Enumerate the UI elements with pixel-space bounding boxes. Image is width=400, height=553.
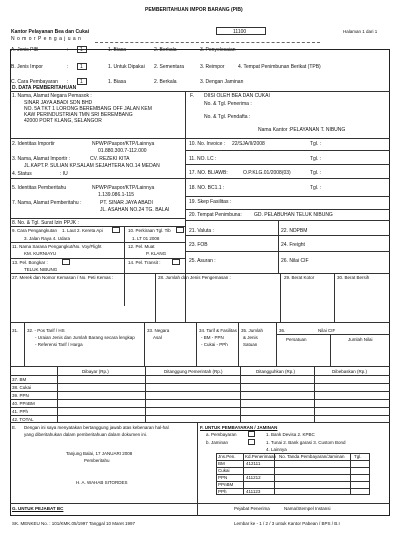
transit-box	[172, 259, 180, 265]
bongkar-label: 13. Pel. Bongkar :	[12, 260, 48, 265]
invoice-tgl: Tgl. :	[310, 141, 322, 147]
col36b: Nilai CIF	[318, 328, 336, 333]
status-value: : IU	[60, 171, 68, 177]
muat-label: 12. Pel. Muat	[128, 244, 155, 249]
pay-row-pph-kode: 411123	[246, 489, 261, 494]
bongkar-box	[62, 259, 70, 265]
nama-stempel-label: Nama/Stempel Instansi	[284, 506, 331, 511]
bl-label: 17. NO. BL/AWB:	[189, 170, 228, 176]
importir-name: CV. REZEKI KITA	[90, 156, 130, 162]
page-title: PEMBERITAHUAN IMPOR BARANG (PIB)	[145, 7, 243, 13]
bl-value: O.P.KLG.01/2008(03)	[243, 170, 291, 176]
pay-row-cukai-jenis: Cukai	[218, 468, 230, 473]
jenis-impor-opt1: 1. Untuk Dipakai	[108, 64, 145, 70]
pejabat-label: Pejabat Penerima	[234, 506, 270, 511]
asuransi-label: 25. Asuran :	[189, 258, 216, 264]
col34: 34. Tarif & Fasilitas	[199, 328, 237, 333]
tax-row-total: 42. TOTAL	[12, 417, 34, 422]
cara-pembayaran-opt2: 2. Berkala	[154, 79, 177, 85]
section-e-label: E.	[12, 425, 17, 430]
pemasok-line3: KAW PERINDUSTRIAN TMN SRI BEREMBANG	[24, 112, 133, 118]
pemberitahu-name: PT. SINAR JAYA ABADI	[100, 200, 153, 206]
tax-row-pph: 41. PPh	[12, 409, 29, 414]
footer-right: Lembar ke - 1 / 2 / 3 untuk Kantor Pabean / BPS / B.I	[234, 521, 340, 526]
footer-left: SK. MENKEU No. : 101/KMK.05/1997 Tanggal 10 Maret 1997	[12, 521, 135, 526]
lc-tgl: Tgl. :	[310, 156, 322, 162]
jumlah-kemasan-label: 28. Jumlah dan Jenis Pengemasan :	[158, 275, 231, 280]
diisi-label: DIISI OLEH BEA DAN CUKAI	[204, 93, 270, 99]
nomor-line	[95, 42, 320, 43]
jenis-pib-value: 1	[80, 47, 83, 53]
pemberitahu-addr: JL. ASAHAN NO.24 TG. BALAI	[100, 207, 170, 213]
valuta-label: 21. Valuta :	[189, 228, 214, 234]
kantor-code: 11100	[233, 28, 247, 35]
tax-row-ppnbm: 40. PPnBM	[12, 401, 35, 406]
ndpbm-label: 22. NDPBM	[281, 228, 308, 234]
col36d: Jumlah Nilai	[348, 337, 373, 342]
nilai-cif-label: 26. Nilai CIF	[281, 258, 309, 264]
tax-header-dibebaskan: Dibebaskan (Rp.)	[332, 369, 368, 374]
cara-pembayaran-label: C. Cara Pembayaran	[11, 79, 58, 85]
jenis-impor-label: B. Jenis Impor	[11, 64, 43, 70]
pemberitahu-label: 7. Nama, Alamat Pemberitahu :	[12, 200, 82, 206]
jenis-impor-opt2: 2. Sementara	[154, 64, 185, 70]
col36: 36.	[279, 328, 286, 333]
importir-id-value: 01.880.300.7-112.000	[98, 148, 147, 154]
tax-row-bm: 37. BM	[12, 377, 27, 382]
jenis-pib-opt2: 2. Berkala	[154, 47, 177, 53]
sarana-value: KM. KURNIAYU	[24, 251, 57, 256]
fob-label: 23. FOB	[189, 242, 208, 248]
pay-header-jenis: Jns.Pen.	[218, 454, 236, 459]
col34b: - BM - PPN	[201, 335, 224, 340]
pembayaran-label: a. Pembayaran	[206, 432, 237, 437]
declaration-text2: yang diberitahukan dalam pemberitahuan dalam dokumen ini.	[24, 432, 148, 437]
importir-addr: JL.KAPT.P. SULIAN KP.SALAM SEJAHTERA NO.14 MEDAN	[24, 163, 160, 169]
tax-header-ditangguhkan: Ditangguhkan (Rp.)	[256, 369, 296, 374]
nama-kantor-value: PELAYANAN T. NIBUNG	[290, 127, 346, 133]
col34c: - Cukai - PPh	[201, 342, 228, 347]
jenis-impor-opt3: 3. Reimpor	[200, 64, 225, 70]
jaminan-label: b. Jaminan	[206, 440, 229, 445]
nama-kantor-label: Nama Kantor :	[258, 127, 291, 133]
pay-header-tgl: Tgl.	[354, 454, 362, 459]
pay-header-kode: Kd.Penerimaan	[245, 454, 277, 459]
halaman-label: Halaman 1 dari 1	[343, 29, 378, 34]
invoice-label: 10. No. Invoice :	[189, 141, 226, 147]
pay-row-ppn-jenis: PPN	[218, 475, 228, 480]
penerimaan-label: No. & Tgl. Penerima :	[204, 101, 252, 107]
col35: 35. Jumlah	[241, 328, 264, 333]
pemasok-line1: SINAR JAYA ABADI SDN BHD	[24, 100, 93, 106]
declaration-text1: Dengan ini saya menyatakan bertanggung jawab atas kebenaran hal-hal	[24, 425, 169, 430]
cara-angkut-opts2: 3. Jalan Raya 4. Udara	[24, 236, 71, 241]
cara-pembayaran-opt3: 3. Dengan Jaminan	[200, 79, 244, 85]
fasilitas-label: 19. Skep Fasilitas :	[189, 199, 232, 205]
declaration-role: Pemberitahu	[84, 458, 110, 463]
lc-label: 11. NO. LC :	[189, 156, 217, 162]
pemberitahu-id-value: 1.139.086.1-115	[98, 192, 135, 198]
importir-id-type: NPWP/Paspor/KTP/Lainnya	[92, 141, 155, 147]
muat-value: P. KLANG	[146, 251, 167, 256]
tgl-perkiraan-value: 1. LT 01 2008	[132, 236, 160, 241]
cara-angkut-box	[112, 227, 120, 233]
cara-pembayaran-value: 1	[80, 79, 83, 85]
bruto-label: 29. Berat Kotor	[284, 275, 315, 280]
jenis-pib-opt1: 1. Biasa	[108, 47, 127, 53]
section-g-title: G. UNTUK PEJABAT BC	[12, 506, 64, 511]
cara-angkut-label: 9. Cara Pengangkutan	[12, 228, 58, 233]
penimbunan-label: 20. Tempat Penimbuna:	[189, 212, 242, 218]
jenis-impor-value: 1	[80, 64, 83, 70]
col35c: Satuan	[243, 342, 258, 347]
invoice-value: 22/SJA/II/2008	[232, 141, 265, 147]
tax-row-ppn: 39. PPN	[12, 393, 29, 398]
penimbunan-value: GD. PELABUHAN TELUK NIBUNG	[254, 212, 333, 218]
pay-row-ppn-kode: 411212	[246, 475, 261, 480]
col35b: & Jenis	[243, 335, 258, 340]
section-f-title: F. UNTUK PEMBAYARAN / JAMINAN	[200, 425, 278, 430]
pembayaran-box	[248, 431, 255, 437]
pemasok-line4: 42000 PORT KLANG, SELANGOR	[24, 118, 102, 124]
section-d-title: D. DATA PEMBERITAHUAN	[12, 85, 77, 91]
tax-header-pemerintah: Ditanggung Pemerintah (Rp.)	[164, 369, 223, 374]
pay-row-ppnbm-jenis: PPnBM	[218, 482, 234, 487]
tax-header-dibayar: Dibayar (Rp.)	[82, 369, 109, 374]
netto-label: 30. Berat Bersih	[337, 275, 370, 280]
declaration-date: Tanjung Balai, 17 JANUARI 2008	[66, 451, 133, 456]
tax-row-cukai: 38. Cukai	[12, 385, 32, 390]
bongkar-value: TELUK NIBUNG	[24, 267, 58, 272]
jenis-impor-opt4: 4. Tempat Penimbunan Berikat (TPB)	[238, 64, 321, 70]
jaminan-opts: 1. Tunai 2. Bank garasi 3. Custom Bond	[266, 440, 346, 445]
freight-label: 24. Freight	[281, 242, 305, 248]
transit-label: 14. Pel. Transit :	[128, 260, 161, 265]
jaminan-opt4: 4. Lainnya	[266, 447, 287, 452]
col32: 32. - Pos Tarif / HS	[27, 328, 65, 333]
cara-angkut-opts: 1. Laut 2. Kereta Api	[62, 228, 103, 233]
col31: 31.	[12, 328, 19, 333]
col33: 33. Negara	[147, 328, 170, 333]
tgl-perkiraan-label: 10. Perkiraan Tgl. Tib	[128, 228, 171, 233]
pemasok-line2: NO. 5A TKT 1 LORONG BEREMBANG OFF JALAN KEM	[24, 106, 152, 112]
pendaftaran-label: No. & Tgl. Pendafta :	[204, 114, 251, 120]
bc11-label: 18. NO. BC1.1 :	[189, 185, 225, 191]
pemasok-label: 1. Nama, Alamat Negara Pemasok :	[12, 93, 92, 99]
nomor-pengajuan-label: N o m o r P e n g a j u a n	[11, 36, 82, 42]
jenis-pib-label: A. Jenis PIB	[11, 47, 39, 53]
merek-label: 27. Merek dan Nomor Kemasan / No. Peti Kemas :	[12, 275, 114, 280]
pay-row-bm-jenis: BM	[218, 461, 225, 466]
cara-pembayaran-opt1: 1. Biasa	[108, 79, 127, 85]
importir-id-label: 2. Identitas Importir	[12, 141, 55, 147]
col36c: Persatuan	[286, 337, 307, 342]
kantor-label: Kantor Pelayanan Bea dan Cukai	[11, 29, 90, 35]
jenis-pib-opt3: 3. Penyelesaian	[200, 47, 236, 53]
pay-row-bm-kode: 412111	[246, 461, 261, 466]
pay-header-nomor: No. Tanda Pembayaran/Jaminan	[279, 454, 345, 459]
col32c: - Referensi Tarif / Harga	[35, 342, 83, 347]
sarana-label: 11. Nama Sarana Pengangkut/No. Voy/Flight	[12, 244, 102, 249]
status-label: 4. Status	[12, 171, 32, 177]
izin-label: 8. No. & Tgl. Surat Izin PPJK :	[12, 220, 79, 226]
tgl-perkiraan-box	[176, 227, 184, 233]
col33b: Asal	[153, 335, 162, 340]
bl-tgl: Tgl. :	[310, 170, 322, 176]
col32b: - Uraian Jenis dan Jumlah Barang secara lengkap	[35, 335, 135, 340]
pembayaran-opts: 1. Bank Devisa 2. KPBC	[266, 432, 315, 437]
importir-label: 3. Nama, Alamat Importir :	[12, 156, 71, 162]
declaration-signer: H. A. WAHAB SITORDES	[76, 480, 128, 485]
pemberitahu-id-label: 5. Identitas Pemberitahu	[12, 185, 67, 191]
jaminan-box	[248, 439, 255, 445]
bc11-tgl: Tgl. :	[310, 185, 322, 191]
pemberitahu-id-type: NPWP/Paspor/KTP/Lainnya	[92, 185, 155, 191]
pay-row-pph-jenis: PPh	[218, 489, 227, 494]
